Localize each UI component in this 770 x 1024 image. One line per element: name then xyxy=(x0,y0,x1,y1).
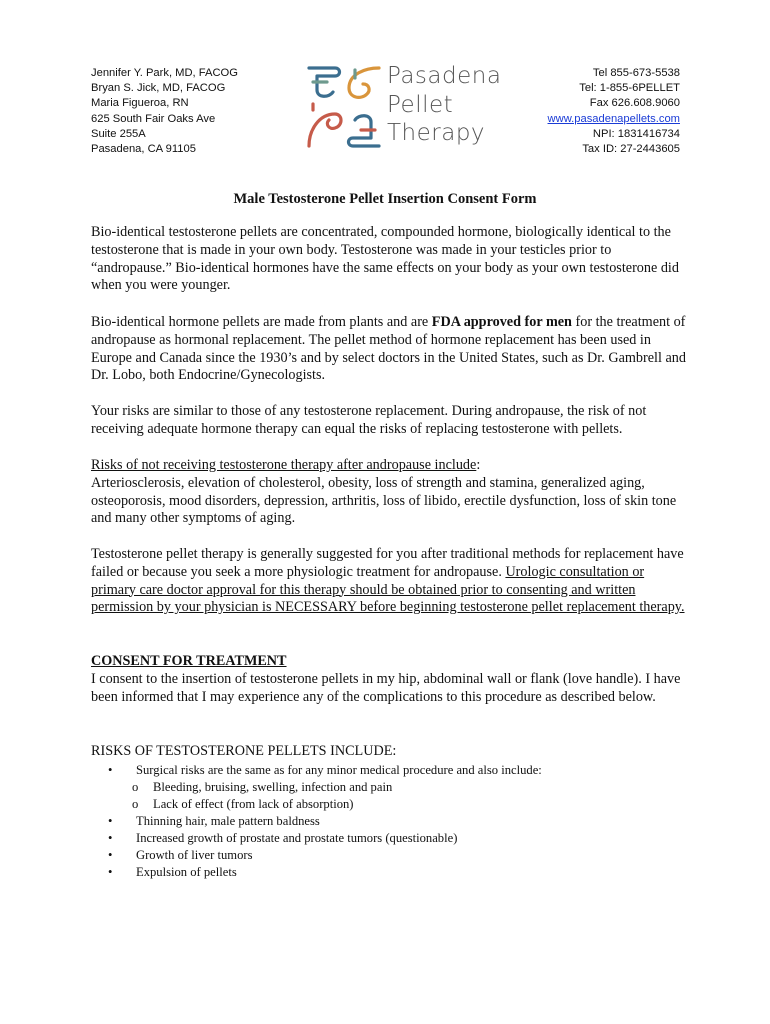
list-item: • Surgical risks are the same as for any minor medical procedure and also include: xyxy=(108,763,542,777)
sub-bullet: o xyxy=(132,797,139,811)
list-item: • Expulsion of pellets xyxy=(108,865,237,879)
paragraph-bioidentical: Bio-identical testosterone pellets are concentrated, compounded hormone, biologically identical to the testosterone that is made in your own body. Testosterone was made in your testicles prior to “andropause.” Bio-identical hormones have the same effects on your body as your own testosterone did when you were younger. xyxy=(91,224,679,294)
paragraph-risks-not-receiving: Risks of not receiving testosterone therapy after andropause include: Arteriosclerosis, elevation of cholesterol, obesity, loss of strength and stamina, generalized aging, osteoporosis, mood disorders, depression, arthritis, loss of libido, erectile dysfunction, loss of skin tone and many other symptoms of aging. xyxy=(91,457,677,527)
risks-not-receiving-text: Arteriosclerosis, elevation of cholesterol, obesity, loss of strength and stamina, generalized aging, osteoporosis, mood disorders, depression, arthritis, loss of libido, erectile dysfunction, loss of skin tone and many other symptoms of aging. xyxy=(91,474,677,527)
sub-list-container xyxy=(108,779,542,813)
practice-address-block xyxy=(91,66,238,157)
bullet: • xyxy=(108,814,113,828)
logo-word: Therapy xyxy=(387,120,486,146)
logo-mark-icon xyxy=(305,64,383,150)
list-item: • Increased growth of prostate and prostate tumors (questionable) xyxy=(108,831,458,845)
paragraph-physician-approval: Testosterone pellet therapy is generally suggested for you after traditional methods for replacement have failed or because you seek a more physiologic treatment for andropause. Urologic consultation or primary care doctor approval for this therapy should be obtained prior to consenting and written permission by your physician is NECESSARY before beginning testosterone pellet replacement therapy. xyxy=(91,546,685,616)
npi-number: NPI: 1831416734 xyxy=(592,127,680,140)
bullet: • xyxy=(108,848,113,862)
risks-not-receiving-heading: Risks of not receiving testosterone therapy after andropause include xyxy=(91,457,477,473)
list-item: • Growth of liver tumors xyxy=(108,848,253,862)
paragraph-risks-general: Your risks are similar to those of any testosterone replacement. During andropause, the risk of not receiving adequate hormone therapy can equal the risks of replacing testosterone with pellets. xyxy=(91,403,647,437)
physician-approval-notice: Urologic consultation or primary care doctor approval for this therapy should be obtained prior to consenting and written permission by your physician is NECESSARY before beginning testosterone pellet replacement therapy. xyxy=(91,563,685,616)
consent-text: I consent to the insertion of testosterone pellets in my hip, abdominal wall or flank (love handle). I have been informed that I may experience any of the complications to this procedure as described below. xyxy=(91,670,681,705)
consent-heading: CONSENT FOR TREATMENT xyxy=(91,653,287,669)
fda-approved-emphasis: FDA approved for men xyxy=(431,314,572,330)
street-address: 625 South Fair Oaks Ave xyxy=(91,112,216,125)
suite-number: Suite 255A xyxy=(91,127,146,140)
list-item: o Bleeding, bruising, swelling, infection and pain xyxy=(132,780,393,794)
list-item: • Thinning hair, male pattern baldness xyxy=(108,814,320,828)
paragraph-fda-approval: Bio-identical hormone pellets are made from plants and are FDA approved for men for the treatment of andropause as hormonal replacement. The pellet method of hormone replacement has been used in Europe and Canada since the 1930’s and by select doctors in the United States, such as Dr. Gambrell and Dr. Lobo, both Endocrine/Gynecologists. xyxy=(91,314,686,384)
bullet: • xyxy=(108,865,113,879)
tax-id: Tax ID: 27-2443605 xyxy=(582,143,680,156)
practice-contact-block xyxy=(548,66,680,157)
fax-number: Fax 626.608.9060 xyxy=(589,97,680,110)
bullet: • xyxy=(108,831,113,845)
phone-number: Tel 855-673-5538 xyxy=(592,67,680,79)
bullet: • xyxy=(108,763,113,777)
city-state-zip: Pasadena, CA 91105 xyxy=(91,143,196,156)
provider-name: Jennifer Y. Park, MD, FACOG xyxy=(91,67,238,79)
consent-section xyxy=(91,653,691,706)
pasadena-pellet-therapy-logo xyxy=(305,62,505,154)
list-item: o Lack of effect (from lack of absorption) xyxy=(132,797,354,811)
risks-list xyxy=(108,762,542,881)
logo-word: Pasadena xyxy=(387,63,502,89)
logo-word: Pellet xyxy=(387,91,454,118)
phone-number: Tel: 1-855-6PELLET xyxy=(579,82,680,95)
logo-wordmark xyxy=(387,62,501,148)
document-title: Male Testosterone Pellet Insertion Consent Form xyxy=(233,191,537,207)
website-link[interactable]: www.pasadenapellets.com xyxy=(547,112,680,125)
provider-name: Maria Figueroa, RN xyxy=(91,97,189,110)
sub-list xyxy=(108,779,542,813)
risks-heading: RISKS OF TESTOSTERONE PELLETS INCLUDE: xyxy=(91,743,397,759)
sub-bullet: o xyxy=(132,780,139,794)
provider-name: Bryan S. Jick, MD, FACOG xyxy=(91,82,226,95)
